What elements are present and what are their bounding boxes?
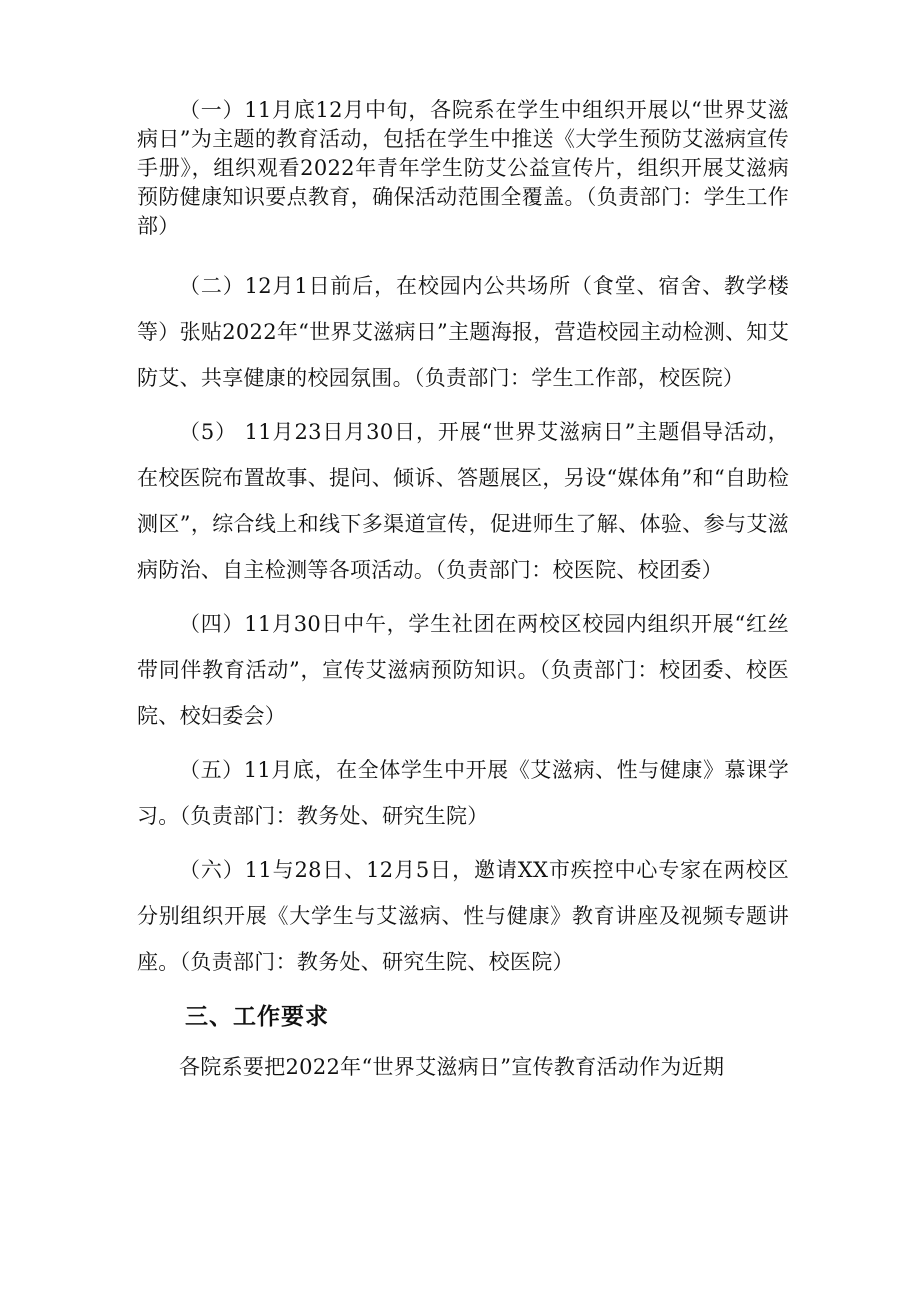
- paragraph-activity-1: （一）11月底12月中旬，各院系在学生中组织开展以“世界艾滋病日”为主题的教育活动，包括在学生中推送《大学生预防艾滋病宣传手册》，组织观看2022年青年学生防艾公益宣传片，组织开展艾滋病预防健康知识要点教育，确保活动范围全覆盖。（负责部门：学生工作部）: [137, 98, 789, 238]
- section-heading-work-requirements: 三、工作要求: [185, 1004, 329, 1030]
- paragraph-activity-4: （四）11月30日中午，学生社团在两校区校园内组织开展“红丝带同伴教育活动”，宣传艾滋病预防知识。（负责部门：校团委、校医院、校妇委会）: [137, 612, 789, 728]
- paragraph-activity-5: （五）11月底，在全体学生中开展《艾滋病、性与健康》慕课学习。（负责部门：教务处、研究生院）: [137, 758, 789, 828]
- paragraph-closing: 各院系要把2022年“世界艾滋病日”宣传教育活动作为近期: [179, 1055, 725, 1079]
- document-page: [137, 96, 789, 1089]
- paragraph-activity-3: （5） 11月23日月30日，开展“世界艾滋病日”主题倡导活动，在校医院布置故事、提问、倾诉、答题展区，另设“媒体角”和“自助检测区”，综合线上和线下多渠道宣传，促进师生了解、体验、参与艾滋病防治、自主检测等各项活动。（负责部门：校医院、校团委）: [137, 420, 789, 582]
- paragraph-activity-6: （六）11与28日、12月5日，邀请XX市疾控中心专家在两校区分别组织开展《大学生与艾滋病、性与健康》教育讲座及视频专题讲座。（负责部门：教务处、研究生院、校医院）: [137, 858, 789, 974]
- paragraph-activity-2: （二）12月1日前后，在校园内公共场所（食堂、宿舍、教学楼等）张贴2022年“世界艾滋病日”主题海报，营造校园主动检测、知艾防艾、共享健康的校园氛围。（负责部门：学生工作部，校医院）: [137, 274, 789, 390]
